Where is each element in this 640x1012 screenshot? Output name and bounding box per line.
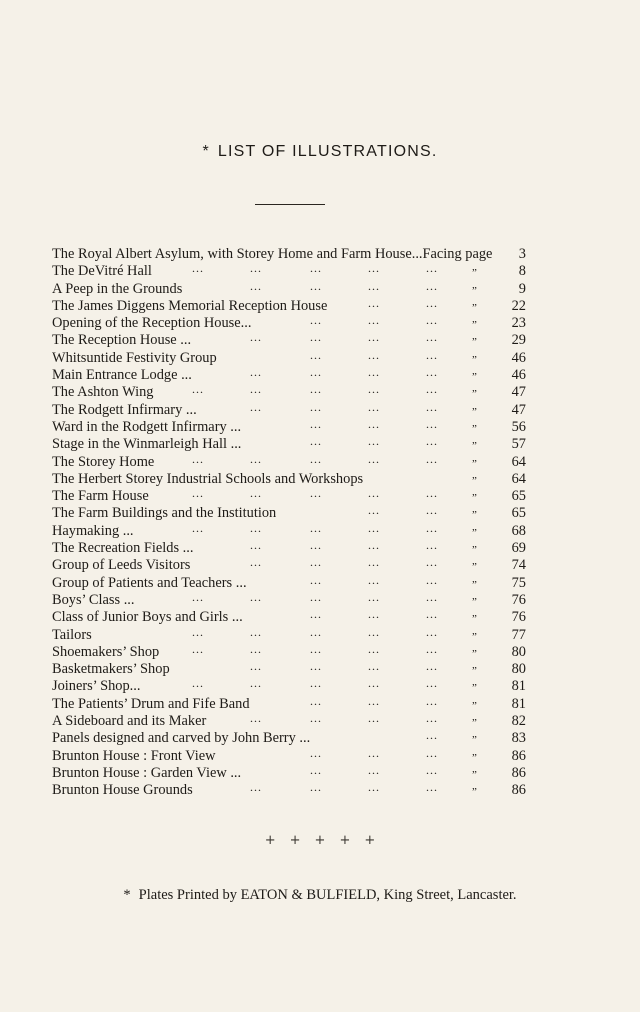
list-item: [52, 505, 526, 522]
leader-dots: ...: [310, 745, 322, 760]
ditto-mark: ”: [472, 734, 477, 747]
list-item: [52, 782, 526, 799]
list-item: [52, 295, 526, 315]
leader-dots: ...: [426, 295, 438, 310]
leader-dots: ...: [368, 693, 380, 708]
item-title: Brunton House Grounds: [52, 782, 193, 799]
ditto-mark: ”: [472, 647, 477, 660]
leader-dots: ...: [368, 762, 380, 777]
page-number: 80: [511, 643, 526, 660]
leader-dots: ...: [368, 365, 380, 380]
ditto-mark: ”: [472, 630, 477, 643]
leader-dots: ...: [368, 451, 380, 466]
leader-dots: ...: [426, 278, 438, 293]
page-number: 29: [511, 332, 526, 349]
leader-dots: ...: [368, 780, 380, 795]
leader-dots: ...: [310, 555, 322, 570]
list-item: [52, 367, 526, 384]
page-number: 56: [511, 418, 526, 435]
item-title: A Peep in the Grounds: [52, 280, 183, 297]
item-title: Group of Patients and Teachers ...: [52, 574, 247, 591]
item-title: Brunton House : Front View: [52, 747, 216, 764]
leader-dots: ...: [426, 711, 438, 726]
leader-dots: ...: [368, 555, 380, 570]
leader-dots: ...: [368, 399, 380, 414]
ditto-mark: ”: [472, 284, 477, 297]
leader-dots: ...: [250, 330, 262, 345]
leader-dots: ...: [310, 538, 322, 553]
leader-dots: ...: [192, 520, 204, 535]
leader-dots: ...: [250, 555, 262, 570]
leader-dots: ...: [426, 416, 438, 431]
leader-dots: ...: [310, 520, 322, 535]
leader-dots: ...: [426, 434, 438, 449]
leader-dots: ...: [310, 416, 322, 431]
ditto-mark: ”: [472, 578, 477, 591]
leader-dots: ...: [368, 624, 380, 639]
leader-dots: ...: [368, 745, 380, 760]
ditto-mark: ”: [472, 509, 477, 522]
leader-dots: ...: [368, 503, 380, 518]
leader-dots: ...: [426, 399, 438, 414]
ditto-mark: ”: [472, 422, 477, 435]
page-number: 76: [511, 591, 526, 608]
page-number: 47: [511, 384, 526, 401]
ditto-mark: ”: [472, 786, 477, 799]
list-item: [52, 384, 526, 401]
item-title: The Rodgett Infirmary ...: [52, 401, 197, 418]
leader-dots: ...: [426, 607, 438, 622]
page-number: 83: [511, 730, 526, 747]
list-item: [52, 572, 526, 592]
list-item: [52, 678, 526, 695]
item-title: Opening of the Reception House...: [52, 315, 252, 332]
leader-dots: ...: [426, 261, 438, 276]
leader-dots: ...: [192, 261, 204, 276]
leader-dots: ...: [192, 589, 204, 604]
leader-dots: ...: [426, 745, 438, 760]
list-item: [52, 246, 526, 263]
leader-dots: ...: [368, 486, 380, 501]
page-number: 86: [511, 782, 526, 799]
item-title: Boys’ Class ...: [52, 591, 135, 608]
cross-ornament: +: [364, 833, 376, 848]
item-title: The Reception House ...: [52, 332, 192, 349]
item-title: Brunton House : Garden View ...: [52, 764, 242, 781]
list-item: [52, 641, 526, 661]
leader-dots: ...: [310, 659, 322, 674]
ditto-mark: ”: [472, 405, 477, 418]
leader-dots: ...: [250, 399, 262, 414]
leader-dots: ...: [368, 278, 380, 293]
leader-dots: ...: [250, 676, 262, 691]
page-number: 86: [511, 747, 526, 764]
leader-dots: ...: [310, 624, 322, 639]
list-item: [52, 661, 526, 678]
list-item: [52, 713, 526, 730]
page-number: 22: [511, 297, 526, 314]
page-number: 46: [511, 367, 526, 384]
leader-dots: ...: [310, 434, 322, 449]
ditto-mark: ”: [472, 388, 477, 401]
leader-dots: ...: [426, 693, 438, 708]
leader-dots: ...: [368, 659, 380, 674]
list-item: [52, 315, 526, 332]
list-item: [52, 745, 526, 765]
page-number: 76: [511, 609, 526, 626]
leader-dots: ...: [310, 780, 322, 795]
page-number: 75: [511, 574, 526, 591]
leader-dots: ...: [310, 486, 322, 501]
ditto-mark: ”: [472, 336, 477, 349]
leader-dots: ...: [368, 382, 380, 397]
page-number: 86: [511, 764, 526, 781]
list-item: [52, 589, 526, 609]
list-item: [52, 263, 526, 280]
ditto-mark: ”: [472, 319, 477, 332]
item-title: A Sideboard and its Maker: [52, 713, 207, 730]
page-number: 23: [511, 315, 526, 332]
leader-dots: ...: [250, 520, 262, 535]
leader-dots: ...: [250, 278, 262, 293]
list-item: [52, 624, 526, 644]
list-item: [52, 332, 526, 349]
leader-dots: ...: [310, 693, 322, 708]
list-item: [52, 347, 526, 367]
footnote-text: Plates Printed by EATON & BULFIELD, King Street, Lancaster.: [138, 887, 517, 903]
leader-dots: ...: [250, 261, 262, 276]
leader-dots: ...: [310, 347, 322, 362]
leader-dots: ...: [368, 330, 380, 345]
item-title: The Farm House: [52, 488, 149, 505]
leader-dots: ...: [426, 659, 438, 674]
leader-dots: ...: [250, 624, 262, 639]
item-title: Shoemakers’ Shop: [52, 643, 160, 660]
page-number: 80: [511, 661, 526, 678]
leader-dots: ...: [368, 538, 380, 553]
cross-ornament: +: [314, 833, 326, 848]
list-item: [52, 451, 526, 471]
list-item: [52, 762, 526, 782]
ditto-mark: ”: [472, 699, 477, 712]
leader-dots: ...: [426, 572, 438, 587]
leader-dots: ...: [250, 659, 262, 674]
leader-dots: ...: [250, 486, 262, 501]
list-item: [52, 436, 526, 453]
ditto-mark: ”: [472, 682, 477, 695]
list-item: [52, 399, 526, 419]
leader-dots: ...: [426, 503, 438, 518]
leader-dots: ...: [310, 382, 322, 397]
item-title: The Farm Buildings and the Institution: [52, 505, 277, 522]
page-number: 3: [518, 246, 526, 262]
list-item: [52, 730, 526, 747]
leader-dots: ...: [192, 382, 204, 397]
leader-dots: ...: [426, 641, 438, 656]
leader-dots: ...: [310, 641, 322, 656]
leader-dots: ...: [310, 261, 322, 276]
page-number: 81: [511, 695, 526, 712]
leader-dots: ...: [426, 347, 438, 362]
page-number: 69: [511, 540, 526, 557]
list-item: [52, 609, 526, 626]
leader-dots: ...: [310, 278, 322, 293]
page-number: 64: [511, 453, 526, 470]
list-item: [52, 520, 526, 540]
leader-dots: ...: [426, 313, 438, 328]
item-title: Ward in the Rodgett Infirmary ...: [52, 418, 242, 435]
leader-dots: ...: [426, 676, 438, 691]
leader-dots: ...: [310, 330, 322, 345]
list-item: [52, 471, 526, 488]
page-number: 81: [511, 678, 526, 695]
item-title: Whitsuntide Festivity Group: [52, 349, 217, 366]
leader-dots: ...: [368, 520, 380, 535]
page-number: 65: [511, 488, 526, 505]
leader-dots: ...: [310, 711, 322, 726]
leader-dots: ...: [368, 641, 380, 656]
leader-dots: ...: [250, 365, 262, 380]
leader-dots: ...: [310, 676, 322, 691]
leader-dots: ...: [426, 538, 438, 553]
footnote-asterisk: *: [123, 887, 131, 903]
ditto-mark: ”: [472, 353, 477, 366]
leader-dots: ...: [426, 589, 438, 604]
leader-dots: ...: [368, 313, 380, 328]
leader-dots: ...: [310, 607, 322, 622]
ditto-mark: ”: [472, 526, 477, 539]
leader-dots: ...: [368, 676, 380, 691]
leader-dots: ...: [368, 261, 380, 276]
ditto-mark: ”: [472, 267, 477, 280]
item-title: The Herbert Storey Industrial Schools and Workshops: [52, 470, 364, 487]
leader-dots: ...: [426, 451, 438, 466]
item-title: The Ashton Wing: [52, 384, 154, 401]
leader-dots: ...: [310, 589, 322, 604]
leader-dots: ...: [250, 382, 262, 397]
ornament-row: [0, 833, 640, 848]
title-asterisk: *: [202, 143, 210, 160]
leader-dots: ...: [192, 676, 204, 691]
leader-dots: ...: [250, 589, 262, 604]
leader-dots: ...: [250, 451, 262, 466]
cross-ornament: +: [339, 833, 351, 848]
item-title: Panels designed and carved by John Berry ...: [52, 730, 311, 747]
leader-dots: ...: [250, 538, 262, 553]
page-number: 46: [511, 349, 526, 366]
ditto-mark: ”: [472, 457, 477, 470]
leader-dots: ...: [368, 607, 380, 622]
ditto-mark: ”: [472, 768, 477, 781]
list-item: [52, 693, 526, 713]
leader-dots: ...: [310, 313, 322, 328]
list-item: [52, 488, 526, 505]
leader-dots: ...: [192, 624, 204, 639]
page-title: [0, 143, 640, 161]
ditto-mark: ”: [472, 474, 477, 487]
ditto-mark: ”: [472, 561, 477, 574]
page-number: 65: [511, 505, 526, 522]
item-title: Joiners’ Shop...: [52, 678, 141, 695]
leader-dots: ...: [250, 641, 262, 656]
leader-dots: ...: [368, 347, 380, 362]
page-number: 47: [511, 401, 526, 418]
leader-dots: ...: [426, 382, 438, 397]
leader-dots: ...: [426, 624, 438, 639]
leader-dots: ...: [368, 416, 380, 431]
leader-dots: ...: [368, 572, 380, 587]
ditto-mark: ”: [472, 613, 477, 626]
item-title: The Recreation Fields ...: [52, 540, 194, 557]
page-number: 77: [511, 626, 526, 643]
cross-ornament: +: [289, 833, 301, 848]
leader-dots: ...: [426, 780, 438, 795]
title-text: LIST OF ILLUSTRATIONS.: [217, 143, 438, 160]
leader-dots: ...: [368, 434, 380, 449]
page-number: 9: [518, 280, 526, 297]
leader-dots: ...: [426, 330, 438, 345]
item-title: Basketmakers’ Shop: [52, 661, 170, 678]
leader-dots: ...: [192, 451, 204, 466]
page-number: 74: [511, 557, 526, 574]
page-number: 82: [511, 713, 526, 730]
list-item: [52, 557, 526, 574]
leader-dots: ...: [250, 711, 262, 726]
list-item: [52, 540, 526, 557]
ditto-mark: ”: [472, 717, 477, 730]
item-title: The Patients’ Drum and Fife Band: [52, 695, 250, 712]
leader-dots: ...: [426, 555, 438, 570]
leader-dots: ...: [192, 486, 204, 501]
leader-dots: ...: [250, 780, 262, 795]
leader-dots: ...: [368, 589, 380, 604]
item-title: The James Diggens Memorial Reception House: [52, 297, 328, 314]
list-item: [52, 416, 526, 436]
page-number: 64: [511, 470, 526, 487]
illustrations-list: [52, 246, 526, 800]
leader-dots: ...: [368, 295, 380, 310]
item-title: The Storey Home: [52, 453, 155, 470]
ditto-mark: ”: [472, 595, 477, 608]
item-title: The Royal Albert Asylum, with Storey Home and Farm House...Facing page: [52, 246, 493, 262]
ditto-mark: ”: [472, 751, 477, 764]
leader-dots: ...: [310, 365, 322, 380]
page-number: 8: [518, 263, 526, 280]
leader-dots: ...: [426, 365, 438, 380]
page-number: 68: [511, 522, 526, 539]
leader-dots: ...: [192, 641, 204, 656]
leader-dots: ...: [426, 728, 438, 743]
title-rule: [255, 204, 325, 205]
item-title: Stage in the Winmarleigh Hall ...: [52, 436, 242, 453]
item-title: Group of Leeds Visitors: [52, 557, 191, 574]
leader-dots: ...: [426, 486, 438, 501]
item-title: Tailors: [52, 626, 92, 643]
leader-dots: ...: [310, 399, 322, 414]
leader-dots: ...: [310, 762, 322, 777]
page-number: 57: [511, 436, 526, 453]
leader-dots: ...: [310, 451, 322, 466]
ditto-mark: ”: [472, 544, 477, 557]
leader-dots: ...: [426, 762, 438, 777]
item-title: Main Entrance Lodge ...: [52, 367, 192, 384]
leader-dots: ...: [426, 520, 438, 535]
ditto-mark: ”: [472, 665, 477, 678]
ditto-mark: ”: [472, 492, 477, 505]
ditto-mark: ”: [472, 301, 477, 314]
item-title: The DeVitré Hall: [52, 263, 152, 280]
list-item: [52, 278, 526, 298]
ditto-mark: ”: [472, 371, 477, 384]
leader-dots: ...: [368, 711, 380, 726]
footnote: [0, 887, 640, 904]
cross-ornament: +: [264, 833, 276, 848]
leader-dots: ...: [310, 572, 322, 587]
item-title: Haymaking ...: [52, 522, 134, 539]
ditto-mark: ”: [472, 440, 477, 453]
item-title: Class of Junior Boys and Girls ...: [52, 609, 243, 626]
